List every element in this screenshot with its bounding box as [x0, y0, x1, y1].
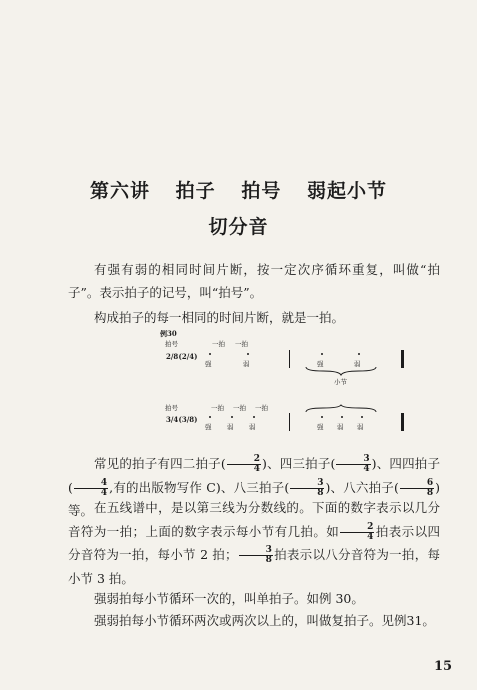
text-run: 拍表示以八分音符为一拍，每小节 3 拍。 [68, 547, 440, 586]
accent-weak: 弱 [243, 360, 250, 368]
numerator: 2 [227, 455, 261, 465]
note-dot [209, 353, 211, 355]
end-bar-line [401, 413, 404, 431]
note-dot [321, 353, 323, 355]
note-dot [321, 416, 323, 418]
page-number: 15 [434, 659, 453, 674]
numerator: 3 [290, 479, 324, 489]
fraction-6-8 [400, 479, 434, 498]
text-run: )、四三拍子( [262, 456, 336, 471]
numerator: 6 [400, 479, 434, 489]
note-dot [231, 416, 233, 418]
numerator: 4 [74, 479, 108, 489]
denominator: 4 [100, 487, 108, 498]
fraction-3-8 [290, 479, 324, 498]
note-dot [247, 353, 249, 355]
accent-strong: 强 [205, 360, 212, 368]
note-dot [358, 353, 360, 355]
topic-3: 弱起小节 [306, 180, 387, 202]
topic-1: 拍子 [175, 180, 216, 202]
accent-weak: 弱 [357, 423, 364, 431]
bar-line [289, 413, 290, 431]
denominator: 4 [253, 464, 261, 474]
accent-strong: 强 [317, 360, 324, 368]
fraction-2-4 [340, 523, 374, 542]
example-label: 例30 [160, 329, 177, 338]
measure-brace [305, 366, 377, 376]
note-dot [209, 416, 211, 418]
note-dot [253, 416, 255, 418]
numerator: 3 [336, 455, 370, 465]
meter-label: 拍号 [165, 340, 178, 348]
bar-line [289, 350, 290, 368]
paragraph-definition: 有强有弱的相同时间片断，按一定次序循环重复，叫做“拍子”。表示拍子的记号，叫“拍号”。 [68, 262, 440, 300]
text-run: 拍表示以四分音符为一拍，每小节 2 拍； [68, 523, 440, 562]
time-signature: 2/8 [166, 352, 179, 361]
note-dot [361, 416, 363, 418]
beat-label: 一拍 [212, 340, 225, 348]
accent-weak: 弱 [227, 423, 234, 431]
text-run: )等。 [68, 479, 440, 518]
lecture-number: 第六讲 [90, 180, 151, 202]
accent-weak: 弱 [337, 423, 344, 431]
text-run: )、四四拍子( [68, 456, 440, 495]
text-run: )、八六拍子( [325, 479, 399, 495]
time-signature-paren: (3/8) [178, 415, 198, 424]
accent-strong: 强 [317, 423, 324, 431]
numerator: 3 [239, 546, 273, 556]
text-run: 在五线谱中，是以第三线为分数线的。下面的数字表示以几分音符为一拍；上面的数字表示每小节有几拍。如 [68, 500, 440, 539]
fraction-4-4 [74, 479, 108, 498]
beat-label: 一拍 [211, 404, 224, 412]
chapter-subtitle: 切分音 [208, 216, 269, 238]
numerator: 2 [340, 523, 374, 533]
accent-strong: 强 [205, 423, 212, 431]
chapter-title [0, 176, 477, 203]
denominator: 4 [367, 531, 374, 542]
music-example-1 [165, 338, 425, 398]
denominator: 4 [363, 464, 370, 474]
music-example-2 [165, 396, 425, 446]
measure-brace [305, 404, 377, 413]
time-signature-paren: (2/4) [178, 352, 198, 361]
time-signature: 3/4 [166, 415, 179, 424]
fraction-3-8 [239, 546, 273, 565]
denominator: 8 [426, 487, 434, 498]
topic-2: 拍号 [241, 180, 282, 202]
measure-label: 小节 [334, 378, 347, 386]
paragraph-simple-meter: 强弱拍每小节循环一次的，叫单拍子。如例 30。 [94, 591, 364, 606]
end-bar-line [401, 350, 404, 368]
paragraph-compound-meter: 强弱拍每小节循环两次或两次以上的，叫做复拍子。见例31。 [94, 613, 435, 628]
meter-label: 拍号 [165, 404, 178, 412]
accent-weak: 弱 [354, 360, 361, 368]
fraction-3-4 [336, 455, 370, 474]
accent-weak: 弱 [249, 423, 256, 431]
text-run: 常见的拍子有四二拍子( [94, 456, 226, 471]
note-dot [341, 416, 343, 418]
beat-label: 一拍 [233, 404, 246, 412]
beat-label: 一拍 [255, 404, 268, 412]
paragraph-staff-notation [68, 496, 440, 590]
fraction-2-4 [227, 455, 261, 474]
text-run: ,有的出版物写作 C)、八三拍子( [109, 479, 290, 495]
denominator: 8 [265, 555, 272, 565]
paragraph-beat: 构成拍子的每一相同的时间片断，就是一拍。 [94, 310, 345, 325]
beat-label: 一拍 [235, 340, 248, 348]
denominator: 8 [317, 487, 324, 498]
